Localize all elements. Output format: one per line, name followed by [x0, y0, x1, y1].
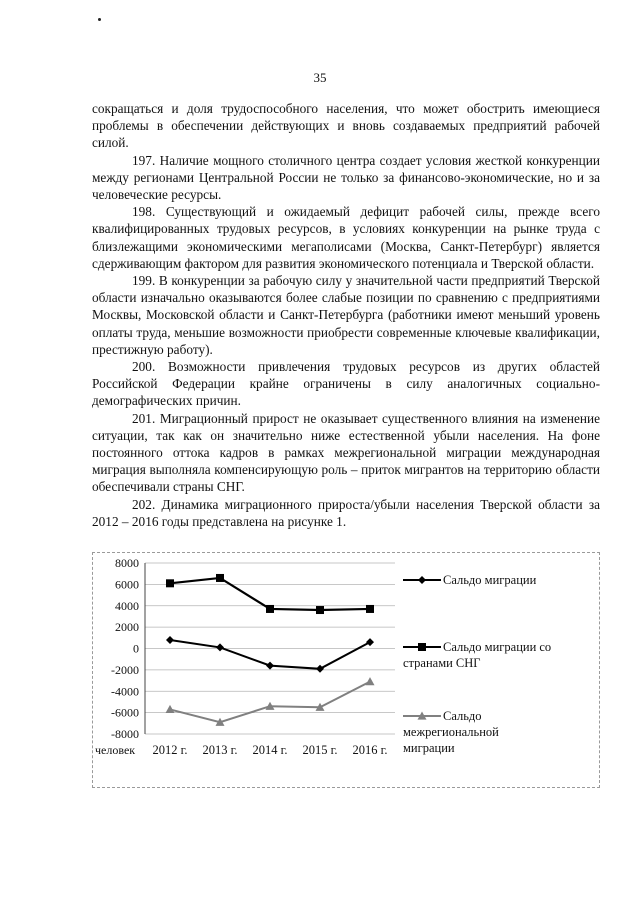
x-tick-label: 2014 г. — [252, 743, 288, 757]
x-tick-label: 2016 г. — [352, 743, 388, 757]
data-point — [166, 636, 174, 644]
x-tick-label: 2012 г. — [152, 743, 188, 757]
y-tick-label: -2000 — [111, 662, 139, 677]
y-tick-label: -6000 — [111, 705, 139, 720]
y-tick-label: 6000 — [115, 577, 139, 592]
data-point — [266, 605, 274, 613]
paragraph: 197. Наличие мощного столичного центра создает условия жесткой конкуренции между регионами Центральной России не только за финансово-экономические, но и за человеческие ресурсы. — [92, 152, 600, 203]
unit-label: человек — [95, 743, 136, 757]
data-point — [216, 643, 224, 651]
y-tick-label: 0 — [133, 641, 139, 656]
y-tick-label: 2000 — [115, 620, 139, 635]
paragraph: 202. Динамика миграционного прироста/убыли населения Тверской области за 2012 – 2016 годы представлена на рисунке 1. — [92, 496, 600, 529]
data-point — [316, 665, 324, 673]
legend-marker — [418, 576, 426, 584]
legend-label-line: Сальдо миграции со — [443, 640, 552, 654]
scan-speck — [98, 18, 101, 21]
body-text — [92, 100, 600, 530]
legend-label-line: Сальдо — [443, 709, 482, 723]
data-point — [366, 677, 375, 685]
data-point — [166, 579, 174, 587]
data-point — [166, 705, 175, 713]
page-number: 35 — [313, 70, 327, 85]
data-point — [366, 638, 374, 646]
data-point — [316, 606, 324, 614]
legend-marker — [418, 643, 426, 651]
legend-label-line: странами СНГ — [403, 656, 481, 670]
y-tick-label: 4000 — [115, 598, 139, 613]
legend-label-line: межрегиональной — [403, 725, 499, 739]
paragraph: 201. Миграционный прирост не оказывает существенного влияния на изменение ситуации, так как он значительно ниже естественной убыли населения. На фоне постоянного оттока кадров в рамках межрегиональной миграции международная миграция выполняла компенсирующую роль – приток мигрантов на территорию области обеспечивали страны СНГ. — [92, 410, 600, 495]
x-tick-label: 2015 г. — [302, 743, 338, 757]
data-point — [266, 662, 274, 670]
legend-label-line: миграции — [403, 741, 455, 755]
paragraph: 198. Существующий и ожидаемый дефицит рабочей силы, прежде всего квалифицированных трудовых ресурсов, в условиях конкуренции на рынке труда с близлежащими экономическими мегаполисами (Москва, Санкт-Петербург) является сдерживающим фактором для развития экономического потенциала и Тверской области. — [92, 204, 600, 271]
y-tick-label: 8000 — [115, 556, 139, 570]
paragraph: 200. Возможности привлечения трудовых ресурсов из других областей Российской Федерации крайне ограничены в силу аналогичных социально-демографических причин. — [92, 359, 600, 409]
data-point — [366, 605, 374, 613]
y-tick-label: -8000 — [111, 727, 139, 741]
migration-chart — [92, 552, 600, 788]
paragraph: сокращаться и доля трудоспособного населения, что может обострить имеющиеся проблемы в обеспечении действующих и вновь создаваемых предприятий рабочей силой. — [92, 101, 600, 151]
legend-label — [443, 573, 537, 587]
data-point — [216, 574, 224, 582]
migration-chart-svg — [93, 553, 599, 787]
y-tick-label: -4000 — [111, 684, 139, 699]
legend-label-line: Сальдо миграции — [443, 573, 537, 587]
x-tick-label: 2013 г. — [202, 743, 238, 757]
paragraph: 199. В конкуренции за рабочую силу у значительной части предприятий Тверской области изначально оказываются более слабые позиции по сравнению с предприятиями Москвы, Московской области и Санкт-Петербурга (работники имеют меньший уровень оплаты труда, меньшие возможности приобрести современные ключевые квалификации, престижную работу). — [92, 273, 600, 357]
